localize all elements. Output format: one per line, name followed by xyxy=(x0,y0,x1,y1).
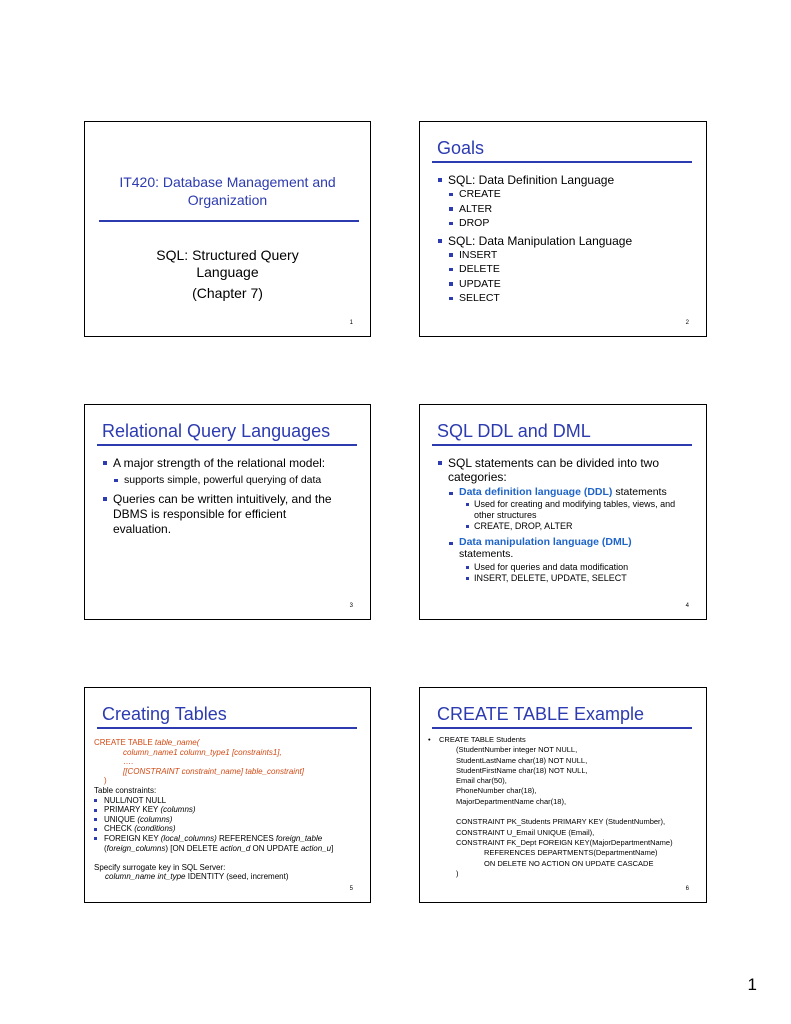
slide-title xyxy=(100,173,355,209)
title-rule xyxy=(432,444,692,446)
subtitle-line: SQL: Structured Query xyxy=(156,247,299,263)
subtitle-line: (Chapter 7) xyxy=(192,285,263,301)
bullet-text: statements xyxy=(612,486,667,498)
sub-bullet-item xyxy=(449,216,694,231)
surrogate-label: Specify surrogate key in SQL Server: xyxy=(94,862,226,872)
sub-bullet-item xyxy=(449,277,694,292)
constraint-text: UNIQUE xyxy=(104,814,138,824)
code-line: PhoneNumber char(18), xyxy=(456,786,537,796)
code-example xyxy=(428,735,700,879)
bullet-text: statements. xyxy=(459,548,514,560)
dml-label: Data manipulation language (DML) xyxy=(459,536,632,548)
code-line: REFERENCES DEPARTMENTS(DepartmentName) xyxy=(484,848,658,858)
constraint-arg: foreign_table xyxy=(275,833,323,843)
constraint-arg: (columns) xyxy=(137,814,173,824)
ddl-label: Data definition language (DDL) xyxy=(459,486,613,498)
bullet-text: A major strength of the relational model: xyxy=(113,456,326,470)
title-rule xyxy=(432,727,692,729)
code-line: Email char(50), xyxy=(456,776,507,786)
sub-sub-bullet-item xyxy=(466,521,694,532)
syntax-arg: [[CONSTRAINT constraint_name] table_constraint] xyxy=(123,766,304,776)
bullet-item xyxy=(103,456,358,470)
bullet-text: supports simple, powerful querying of data xyxy=(124,474,322,486)
bullet-text: CREATE xyxy=(459,188,501,200)
slide-title: Relational Query Languages xyxy=(102,421,331,441)
bullet-text: ALTER xyxy=(459,202,493,215)
slide-3 xyxy=(84,404,371,620)
code-line: CREATE TABLE Students xyxy=(439,735,526,744)
title-line: Organization xyxy=(187,192,268,208)
constraints-label: Table constraints: xyxy=(94,785,157,795)
sub-bullet-item xyxy=(449,486,694,498)
bullet-text: DBMS is responsible for efficient xyxy=(113,506,287,521)
slide-body xyxy=(438,173,694,306)
bullet-text: SELECT xyxy=(459,292,500,304)
bullet-text: SQL statements can be divided into two xyxy=(448,456,660,470)
page-number: 1 xyxy=(747,975,757,994)
bullet-text: UPDATE xyxy=(459,277,501,290)
slide-title: SQL DDL and DML xyxy=(437,421,591,441)
bullet-text: Used for creating and modifying tables, views, and other structures xyxy=(474,499,676,520)
sub-bullet-item xyxy=(449,262,694,277)
code-line: ) xyxy=(456,868,459,878)
title-line: IT420: Database Management and xyxy=(119,174,336,190)
constraint-text: ( xyxy=(104,843,107,853)
syntax-line xyxy=(94,776,361,786)
constraint-arg: action_d xyxy=(220,843,251,853)
syntax-arg: table_name( xyxy=(154,738,200,747)
bullet-item xyxy=(438,234,694,248)
title-rule xyxy=(97,727,357,729)
bullet-text: SQL: Data Manipulation Language xyxy=(448,233,633,248)
syntax-arg: column_name1 column_type1 [constraints1], xyxy=(123,747,282,757)
syntax-line xyxy=(94,738,361,748)
slide-5 xyxy=(84,687,371,903)
sub-bullet-item xyxy=(449,291,694,306)
syntax-line xyxy=(94,757,361,767)
slide-number: 1 xyxy=(349,320,353,326)
constraint-text: REFERENCES xyxy=(216,833,276,843)
code-line: StudentLastName char(18) NOT NULL, xyxy=(456,755,588,765)
title-rule xyxy=(99,220,359,222)
constraint-text: CHECK xyxy=(104,824,135,834)
slide-2 xyxy=(419,121,707,337)
slide-number: 5 xyxy=(349,886,353,892)
code-line xyxy=(428,807,700,817)
syntax-keyword: CREATE TABLE xyxy=(94,738,155,747)
constraint-text: ] xyxy=(331,843,334,853)
title-rule xyxy=(97,444,357,446)
syntax-line xyxy=(94,767,361,777)
sub-sub-bullet-item xyxy=(466,499,694,521)
slide-4 xyxy=(419,404,707,620)
code-line: CONSTRAINT PK_Students PRIMARY KEY (StudentNumber), xyxy=(456,817,666,827)
slide-title: Creating Tables xyxy=(102,704,227,724)
sub-sub-bullet-item xyxy=(466,562,694,573)
slide-number: 6 xyxy=(685,886,689,892)
bullet-text: evaluation. xyxy=(113,521,172,536)
constraint-text: FOREIGN KEY xyxy=(104,833,161,843)
constraint-arg: (columns) xyxy=(160,805,196,815)
constraint-item xyxy=(94,815,361,825)
constraint-text: NULL/NOT NULL xyxy=(104,795,167,805)
slide-6 xyxy=(419,687,707,903)
bullet-dot: • xyxy=(428,735,431,744)
slide-body xyxy=(438,456,694,584)
title-rule xyxy=(432,161,692,163)
constraint-item xyxy=(94,824,361,834)
syntax-line xyxy=(94,748,361,758)
constraint-text: ON UPDATE xyxy=(250,843,301,853)
bullet-text: categories: xyxy=(448,470,507,484)
surrogate-arg: column_name int_type xyxy=(105,872,186,882)
constraint-item xyxy=(94,796,361,806)
sub-bullet-item xyxy=(449,202,694,217)
bullet-text: SQL: Data Definition Language xyxy=(448,173,615,187)
slide-title: CREATE TABLE Example xyxy=(437,704,645,724)
constraint-text: PRIMARY KEY xyxy=(104,805,161,815)
syntax-close: ) xyxy=(104,776,107,786)
bullet-item xyxy=(438,456,694,484)
constraint-arg: (conditions) xyxy=(134,824,176,834)
subtitle-line: Language xyxy=(196,264,259,280)
constraint-item xyxy=(94,834,361,844)
code-line: CONSTRAINT U_Email UNIQUE (Email), xyxy=(456,827,595,837)
bullet-text: Queries can be written intuitively, and the xyxy=(113,491,332,506)
code-line: MajorDepartmentName char(18), xyxy=(456,796,567,806)
constraint-arg: foreign_columns xyxy=(106,843,166,853)
slide-title: Goals xyxy=(437,138,485,158)
constraint-arg: action_u xyxy=(300,843,332,853)
code-line: (StudentNumber integer NOT NULL, xyxy=(456,745,578,755)
slide-1 xyxy=(84,121,371,337)
sub-bullet-item xyxy=(449,187,694,202)
bullet-item xyxy=(103,492,358,537)
bullet-text: CREATE, DROP, ALTER xyxy=(474,521,573,531)
constraint-continuation xyxy=(94,844,361,854)
sub-sub-bullet-item xyxy=(466,573,694,584)
slide-body xyxy=(103,456,358,537)
bullet-text: DELETE xyxy=(459,263,500,275)
constraint-text: ) [ON DELETE xyxy=(165,843,221,853)
code-line: ON DELETE NO ACTION ON UPDATE CASCADE xyxy=(484,858,654,868)
code-line: StudentFirstName char(18) NOT NULL, xyxy=(456,765,588,775)
surrogate-syntax xyxy=(94,872,361,882)
sub-bullet-item xyxy=(449,536,694,560)
sub-bullet-item xyxy=(114,473,358,488)
syntax-dots: …. xyxy=(123,757,134,767)
bullet-text: DROP xyxy=(459,217,490,229)
bullet-text: INSERT xyxy=(459,248,498,261)
bullet-text: INSERT, DELETE, UPDATE, SELECT xyxy=(474,573,627,583)
slide-body xyxy=(94,738,361,882)
slide-number: 2 xyxy=(685,320,689,326)
sub-bullet-item xyxy=(449,248,694,263)
slide-number: 3 xyxy=(349,603,353,609)
code-line: CONSTRAINT FK_Dept FOREIGN KEY(MajorDepartmentName) xyxy=(456,837,673,847)
bullet-text: Used for queries and data modification xyxy=(474,562,629,572)
constraint-arg: (local_columns) xyxy=(160,833,217,843)
bullet-item xyxy=(438,173,694,187)
surrogate-text: IDENTITY (seed, increment) xyxy=(185,872,289,882)
constraint-item xyxy=(94,805,361,815)
slide-number: 4 xyxy=(685,603,689,609)
